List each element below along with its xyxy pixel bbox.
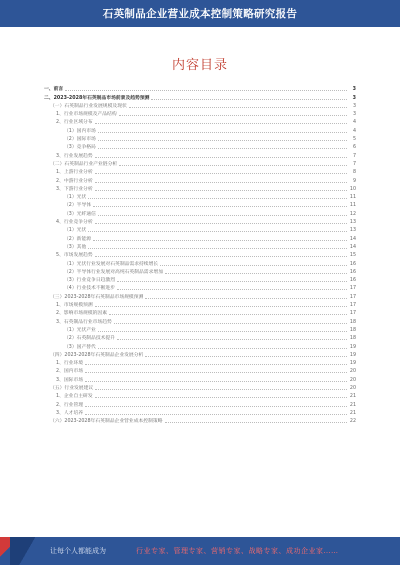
toc-entry-page: 16 bbox=[349, 278, 356, 284]
toc-entry[interactable] bbox=[44, 125, 356, 133]
toc-entry-label: 1、行业市场规模及产品结构 bbox=[56, 112, 117, 118]
toc-leader-dots bbox=[119, 165, 347, 166]
toc-leader-dots bbox=[95, 397, 347, 398]
toc-entry-label: 3、下游行业分析 bbox=[56, 186, 93, 192]
toc-entry-label: （2）国际市场 bbox=[64, 137, 96, 143]
toc-entry-label: 2、行业区域分布 bbox=[56, 120, 93, 126]
toc-leader-dots bbox=[93, 240, 347, 241]
toc-entry-page: 6 bbox=[352, 145, 356, 151]
toc-entry-page: 3 bbox=[352, 95, 356, 101]
toc-entry[interactable] bbox=[44, 167, 356, 175]
toc-entry-page: 3 bbox=[352, 103, 356, 109]
toc-entry-page: 10 bbox=[349, 186, 356, 192]
toc-entry-page: 11 bbox=[349, 203, 356, 209]
toc-leader-dots bbox=[119, 115, 347, 116]
toc-entry-page: 17 bbox=[349, 303, 356, 309]
toc-leader-dots bbox=[88, 198, 347, 199]
toc-leader-dots bbox=[165, 422, 348, 423]
toc-entry-page: 17 bbox=[349, 286, 356, 292]
toc-entry-page: 18 bbox=[349, 319, 356, 325]
toc-entry[interactable] bbox=[44, 399, 356, 407]
toc-leader-dots bbox=[165, 273, 347, 274]
toc-entry[interactable] bbox=[44, 242, 356, 250]
toc-leader-dots bbox=[98, 348, 347, 349]
toc-entry[interactable] bbox=[44, 408, 356, 416]
toc-entry[interactable] bbox=[44, 316, 356, 324]
toc-entry[interactable] bbox=[44, 200, 356, 208]
toc-leader-dots bbox=[129, 107, 347, 108]
toc-entry[interactable] bbox=[44, 383, 356, 391]
toc-entry[interactable] bbox=[44, 300, 356, 308]
toc-entry-label: 3、行业发展趋势 bbox=[56, 153, 93, 159]
toc-entry[interactable] bbox=[44, 341, 356, 349]
toc-entry-page: 22 bbox=[349, 419, 356, 425]
toc-entry-page: 11 bbox=[349, 195, 356, 201]
toc-entry[interactable] bbox=[44, 325, 356, 333]
toc-entry-page: 21 bbox=[349, 410, 356, 416]
toc-leader-dots bbox=[95, 306, 347, 307]
report-title: 石英制品企业营业成本控制策略研究报告 bbox=[102, 8, 298, 20]
toc-entry-label: （1）光伏行业发展对石英制品需求持续增长 bbox=[64, 261, 159, 267]
toc-leader-dots bbox=[98, 140, 347, 141]
toc-entry[interactable] bbox=[44, 92, 356, 100]
toc-entry[interactable] bbox=[44, 358, 356, 366]
toc-entry-label: （三）2023-2028年石英制品市场规模预测 bbox=[50, 294, 144, 300]
toc-leader-dots bbox=[85, 406, 347, 407]
toc-entry[interactable] bbox=[44, 250, 356, 258]
toc-entry-page: 19 bbox=[349, 344, 356, 350]
toc-entry-page: 13 bbox=[349, 228, 356, 234]
toc-entry-page: 18 bbox=[349, 336, 356, 342]
toc-leader-dots bbox=[65, 90, 347, 91]
toc-entry[interactable] bbox=[44, 192, 356, 200]
toc-entry[interactable] bbox=[44, 150, 356, 158]
toc-entry-page: 21 bbox=[349, 402, 356, 408]
toc-entry-label: （二）石英制品行业产业链分析 bbox=[50, 161, 118, 167]
toc-leader-dots bbox=[85, 414, 347, 415]
toc-leader-dots bbox=[98, 132, 347, 133]
toc-leader-dots bbox=[109, 314, 347, 315]
toc-entry-label: （3）行业竞争日趋激烈 bbox=[64, 278, 116, 284]
toc-entry-label: 一、前言 bbox=[44, 87, 64, 93]
toc-entry[interactable] bbox=[44, 134, 356, 142]
toc-leader-dots bbox=[95, 123, 347, 124]
toc-entry-label: 1、企业自主研发 bbox=[56, 394, 93, 400]
toc-leader-dots bbox=[95, 173, 347, 174]
toc-entry[interactable] bbox=[44, 109, 356, 117]
toc-entry-page: 20 bbox=[349, 377, 356, 383]
toc-entry-label: 二、2023-2028年石英制品市场前景及趋势预测 bbox=[44, 95, 150, 101]
toc-entry-label: （一）石英制品行业发展规模及现状 bbox=[50, 103, 127, 109]
toc-leader-dots bbox=[117, 281, 347, 282]
toc-entry[interactable] bbox=[44, 233, 356, 241]
toc-entry-label: （3）竞争格局 bbox=[64, 145, 96, 151]
toc-entry-label: 2、影响市场规模的因素 bbox=[56, 311, 108, 317]
toc-leader-dots bbox=[95, 182, 347, 183]
toc-leader-dots bbox=[88, 248, 347, 249]
toc-entry-label: （四）2023-2028年石英制品企业发展分析 bbox=[50, 352, 144, 358]
toc-entry-page: 4 bbox=[352, 120, 356, 126]
toc-leader-dots bbox=[151, 99, 347, 100]
toc-entry-page: 15 bbox=[349, 253, 356, 259]
toc-leader-dots bbox=[95, 190, 347, 191]
toc-entry[interactable] bbox=[44, 366, 356, 374]
footer-accent-band bbox=[10, 537, 40, 565]
toc-entry-page: 4 bbox=[352, 128, 356, 134]
toc-entry-page: 3 bbox=[352, 112, 356, 118]
toc-leader-dots bbox=[95, 389, 347, 390]
toc-entry-label: （1）光伏 bbox=[64, 228, 87, 234]
toc-entry-page: 14 bbox=[349, 244, 356, 250]
toc-entry[interactable] bbox=[44, 308, 356, 316]
toc-entry-label: （六）2023-2028年石英制品企业营业成本控制策略 bbox=[50, 419, 163, 425]
toc-entry-label: （3）其他 bbox=[64, 244, 87, 250]
toc-entry[interactable] bbox=[44, 225, 356, 233]
toc-entry[interactable] bbox=[44, 350, 356, 358]
toc-entry[interactable] bbox=[44, 416, 356, 424]
toc-entry-page: 17 bbox=[349, 294, 356, 300]
toc-entry-page: 21 bbox=[349, 394, 356, 400]
toc-entry-label: 2、中游行业分析 bbox=[56, 178, 93, 184]
toc-leader-dots bbox=[160, 265, 347, 266]
toc-leader-dots bbox=[95, 256, 347, 257]
toc-entry[interactable] bbox=[44, 391, 356, 399]
toc-entry-page: 7 bbox=[352, 153, 356, 159]
toc-entry-page: 5 bbox=[352, 137, 356, 143]
toc-leader-dots bbox=[117, 289, 347, 290]
toc-leader-dots bbox=[145, 356, 347, 357]
toc-entry-page: 14 bbox=[349, 236, 356, 242]
footer-tagline: 行业专家、管理专家、营销专家、战略专家、成功企业家…… bbox=[136, 547, 339, 555]
toc-leader-dots bbox=[85, 381, 347, 382]
toc-entry-label: 1、上游行业分析 bbox=[56, 170, 93, 176]
toc-entry-label: 4、行业竞争分析 bbox=[56, 220, 93, 226]
report-footer bbox=[0, 537, 400, 565]
toc-entry[interactable] bbox=[44, 267, 356, 275]
toc-entry[interactable] bbox=[44, 283, 356, 291]
toc-entry[interactable] bbox=[44, 101, 356, 109]
toc-entry-page: 8 bbox=[352, 170, 356, 176]
toc-entry-label: （2）半导体行业发展对高纯石英制品需求增加 bbox=[64, 269, 163, 275]
toc-leader-dots bbox=[95, 157, 347, 158]
toc-entry[interactable] bbox=[44, 333, 356, 341]
toc-entry-label: （3）光纤通信 bbox=[64, 211, 96, 217]
toc-entry[interactable] bbox=[44, 275, 356, 283]
toc-entry-label: （2）石英制品技术提升 bbox=[64, 336, 116, 342]
toc-leader-dots bbox=[98, 331, 347, 332]
toc-entry-page: 19 bbox=[349, 352, 356, 358]
toc-entry-page: 17 bbox=[349, 311, 356, 317]
toc-entry-page: 16 bbox=[349, 261, 356, 267]
toc-entry-label: （1）光伏 bbox=[64, 195, 87, 201]
toc-entry-page: 20 bbox=[349, 369, 356, 375]
toc-entry-label: （1）国内市场 bbox=[64, 128, 96, 134]
toc-leader-dots bbox=[85, 364, 347, 365]
toc-entry-label: 5、市场发展趋势 bbox=[56, 253, 93, 259]
toc-entry-label: 3、国际市场 bbox=[56, 377, 84, 383]
toc-entry-label: （1）光伏产业 bbox=[64, 327, 96, 333]
toc-leader-dots bbox=[145, 298, 347, 299]
report-header bbox=[0, 0, 400, 27]
toc-entry-label: 2、行业管理 bbox=[56, 402, 84, 408]
toc-entry-label: 3、人才培养 bbox=[56, 410, 84, 416]
toc-entry[interactable] bbox=[44, 175, 356, 183]
toc-entry-label: 2、国内市场 bbox=[56, 369, 84, 375]
toc-entry-label: （4）行业技术不断进步 bbox=[64, 286, 116, 292]
toc-entry-label: （2）半导体 bbox=[64, 203, 92, 209]
toc-entry-label: 1、市场规模预测 bbox=[56, 303, 93, 309]
toc-entry-page: 3 bbox=[352, 87, 356, 93]
toc-entry-page: 19 bbox=[349, 361, 356, 367]
toc-leader-dots bbox=[98, 148, 347, 149]
toc-leader-dots bbox=[114, 323, 347, 324]
toc-leader-dots bbox=[95, 223, 347, 224]
toc-entry-page: 7 bbox=[352, 161, 356, 167]
toc-entry-label: （3）国产替代 bbox=[64, 344, 96, 350]
toc-leader-dots bbox=[98, 215, 347, 216]
toc-entry-page: 13 bbox=[349, 220, 356, 226]
toc-heading: 内容目录 bbox=[171, 58, 228, 73]
table-of-contents bbox=[44, 84, 356, 424]
toc-leader-dots bbox=[88, 231, 347, 232]
toc-entry-page: 18 bbox=[349, 327, 356, 333]
toc-leader-dots bbox=[93, 206, 347, 207]
toc-entry-page: 16 bbox=[349, 269, 356, 275]
toc-leader-dots bbox=[85, 372, 347, 373]
toc-entry[interactable] bbox=[44, 117, 356, 125]
toc-entry-page: 12 bbox=[349, 211, 356, 217]
toc-entry[interactable] bbox=[44, 208, 356, 216]
toc-entry[interactable] bbox=[44, 291, 356, 299]
toc-entry-page: 9 bbox=[352, 178, 356, 184]
toc-leader-dots bbox=[117, 339, 347, 340]
toc-entry-label: 3、石英制品行业市场趋势 bbox=[56, 319, 112, 325]
toc-entry[interactable] bbox=[44, 159, 356, 167]
toc-entry[interactable] bbox=[44, 184, 356, 192]
toc-entry-page: 20 bbox=[349, 385, 356, 391]
toc-entry[interactable] bbox=[44, 217, 356, 225]
toc-entry[interactable] bbox=[44, 142, 356, 150]
toc-entry[interactable] bbox=[44, 258, 356, 266]
toc-entry-label: 1、行业环境 bbox=[56, 361, 84, 367]
toc-entry-label: （2）新能源 bbox=[64, 236, 92, 242]
toc-entry[interactable] bbox=[44, 84, 356, 92]
footer-slogan: 让每个人都能成为 bbox=[50, 547, 106, 555]
toc-entry-label: （五）行业发展建议 bbox=[50, 385, 94, 391]
toc-entry[interactable] bbox=[44, 374, 356, 382]
